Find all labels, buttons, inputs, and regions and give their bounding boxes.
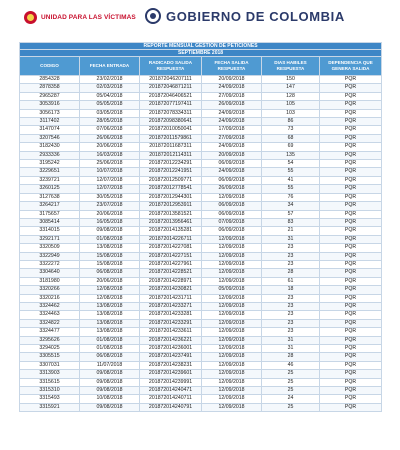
government-logo [145, 8, 345, 24]
table-row [20, 227, 382, 235]
table-cell: 201872012241951 [140, 168, 202, 176]
table-cell: 57 [262, 210, 320, 218]
table-cell: 15/08/2018 [80, 252, 140, 260]
table-cell: PQR [320, 252, 382, 260]
table-cell: 23 [262, 252, 320, 260]
table-row [20, 260, 382, 268]
table-cell: 25 [262, 370, 320, 378]
table-cell: 3056173 [20, 109, 80, 117]
table-cell: 13/08/2018 [80, 319, 140, 327]
table-cell: 10/07/2018 [80, 168, 140, 176]
table-cell: PQR [320, 76, 382, 84]
table-cell: PQR [320, 244, 382, 252]
table-cell: 3207546 [20, 134, 80, 142]
victims-unit-logo-text: UNIDAD PARA LAS VÍCTIMAS [41, 14, 136, 21]
table-row [20, 76, 382, 84]
table-cell: 16/03/2018 [80, 151, 140, 159]
table-cell: 201872013581521 [140, 210, 202, 218]
table-row [20, 210, 382, 218]
table-cell: 13/08/2018 [80, 302, 140, 310]
table-cell: 3117402 [20, 118, 80, 126]
table-cell: PQR [320, 387, 382, 395]
table-cell: 3195242 [20, 160, 80, 168]
table-cell: 12/09/2018 [202, 345, 262, 353]
table-cell: 3292171 [20, 235, 80, 243]
table-cell: 3307031 [20, 361, 80, 369]
table-cell: 05/04/2018 [80, 92, 140, 100]
table-cell: 105 [262, 101, 320, 109]
table-cell: 12/09/2018 [202, 319, 262, 327]
table-cell: 150 [262, 76, 320, 84]
table-cell: 24/09/2018 [202, 143, 262, 151]
table-cell: PQR [320, 134, 382, 142]
table-cell: 201872014233611 [140, 328, 202, 336]
table-cell: 3320216 [20, 294, 80, 302]
column-header: FECHA SALIDA RESPUESTA [202, 57, 262, 76]
table-cell: 06/08/2018 [80, 353, 140, 361]
table-row [20, 345, 382, 353]
table-cell: 201872014239601 [140, 370, 202, 378]
table-cell: 06/09/2018 [202, 210, 262, 218]
table-cell: PQR [320, 109, 382, 117]
table-row [20, 244, 382, 252]
table-cell: 25 [262, 387, 320, 395]
table-row [20, 269, 382, 277]
table-cell: 201872014233271 [140, 302, 202, 310]
table-cell: 3322949 [20, 252, 80, 260]
table-cell: 20/09/2018 [202, 151, 262, 159]
column-header: FECHA ENTRADA [80, 57, 140, 76]
report-title: REPORTE MENSUAL GESTION DE PETICIONES [20, 43, 382, 50]
table-cell: 3324462 [20, 302, 80, 310]
table-cell: 201872012234291 [140, 160, 202, 168]
table-cell: 20/09/2018 [202, 76, 262, 84]
table-cell: 20/06/2018 [80, 143, 140, 151]
table-cell: 12/09/2018 [202, 269, 262, 277]
table-cell: PQR [320, 336, 382, 344]
table-row [20, 294, 382, 302]
table-cell: 12/07/2018 [80, 176, 140, 184]
table-cell: 09/08/2018 [80, 403, 140, 411]
table-row [20, 235, 382, 243]
table-row [20, 370, 382, 378]
table-cell: 135 [262, 151, 320, 159]
report-subtitle: SEPTIEMBRE 2018 [20, 50, 382, 57]
seal-icon [24, 11, 37, 24]
table-cell: 23 [262, 328, 320, 336]
table-row [20, 328, 382, 336]
table-cell: 26/09/2018 [202, 101, 262, 109]
table-cell: 201872046207111 [140, 76, 202, 84]
table-cell: 3229651 [20, 168, 80, 176]
table-row [20, 168, 382, 176]
table-cell: 21 [262, 227, 320, 235]
table-cell: 24/09/2018 [202, 118, 262, 126]
table-cell: 25 [262, 378, 320, 386]
table-cell: 26/09/2018 [202, 185, 262, 193]
table-cell: 23 [262, 311, 320, 319]
table-cell: 3315615 [20, 378, 80, 386]
table-cell: 12/09/2018 [202, 336, 262, 344]
table-cell: 83 [262, 218, 320, 226]
table-cell: PQR [320, 269, 382, 277]
table-cell: 68 [262, 134, 320, 142]
table-cell: 30/05/2018 [80, 193, 140, 201]
table-cell: 3239721 [20, 176, 80, 184]
table-cell: 16/05/2018 [80, 218, 140, 226]
table-cell: 12/09/2018 [202, 235, 262, 243]
table-cell: 3324463 [20, 311, 80, 319]
table-cell: 03/05/2018 [80, 109, 140, 117]
table-cell: 201872046871211 [140, 84, 202, 92]
table-cell: PQR [320, 126, 382, 134]
table-cell: 3320509 [20, 244, 80, 252]
table-cell: 201872014227081 [140, 244, 202, 252]
table-cell: PQR [320, 260, 382, 268]
table-cell: 25 [262, 403, 320, 411]
table-row [20, 403, 382, 411]
table-row [20, 143, 382, 151]
table-cell: 201872014240711 [140, 395, 202, 403]
column-header: CODIGO [20, 57, 80, 76]
table-cell: 3260125 [20, 185, 80, 193]
table-cell: 28 [262, 269, 320, 277]
table-cell: PQR [320, 277, 382, 285]
table-cell: 201872014240791 [140, 403, 202, 411]
table-cell: 3295626 [20, 336, 80, 344]
government-emblem-icon [145, 8, 161, 24]
table-cell: 18 [262, 286, 320, 294]
table-cell: 3322272 [20, 260, 80, 268]
table-cell: PQR [320, 353, 382, 361]
table-row [20, 176, 382, 184]
table-cell: PQR [320, 361, 382, 369]
table-cell: 15/08/2018 [80, 260, 140, 268]
table-cell: 12/07/2018 [80, 185, 140, 193]
table-row [20, 185, 382, 193]
table-row [20, 387, 382, 395]
table-cell: 23 [262, 302, 320, 310]
table-cell: 11/07/2018 [80, 361, 140, 369]
column-header: DEPENDENCIA QUE GENERA SALIDA [320, 57, 382, 76]
table-cell: PQR [320, 286, 382, 294]
table-cell: 09/08/2018 [80, 370, 140, 378]
table-row [20, 202, 382, 210]
table-cell: 23 [262, 319, 320, 327]
table-cell: 201872014240471 [140, 387, 202, 395]
table-cell: 201872014231711 [140, 294, 202, 302]
table-row [20, 378, 382, 386]
table-cell: 23 [262, 294, 320, 302]
table-cell: PQR [320, 151, 382, 159]
table-cell: 23/07/2018 [80, 202, 140, 210]
table-cell: PQR [320, 378, 382, 386]
table-row [20, 252, 382, 260]
table-cell: 06/09/2018 [202, 176, 262, 184]
table-cell: 07/06/2018 [80, 126, 140, 134]
table-cell: 2965287 [20, 92, 80, 100]
table-cell: PQR [320, 345, 382, 353]
table-cell: PQR [320, 235, 382, 243]
table-cell: 201872014135281 [140, 227, 202, 235]
table-row [20, 218, 382, 226]
table-cell: 17/09/2018 [202, 126, 262, 134]
table-cell: 3313903 [20, 370, 80, 378]
table-cell: PQR [320, 193, 382, 201]
table-cell: 27/09/2018 [202, 134, 262, 142]
table-cell: 201872014233281 [140, 311, 202, 319]
table-cell: 31 [262, 345, 320, 353]
government-logo-text: GOBIERNO DE COLOMBIA [166, 8, 345, 24]
table-cell: 12/09/2018 [202, 395, 262, 403]
table-cell: PQR [320, 395, 382, 403]
table-cell: 12/08/2018 [80, 286, 140, 294]
table-cell: 13/08/2018 [80, 244, 140, 252]
table-cell: PQR [320, 218, 382, 226]
table-cell: 12/09/2018 [202, 403, 262, 411]
table-cell: 201872014227151 [140, 252, 202, 260]
table-cell: 128 [262, 92, 320, 100]
table-cell: 55 [262, 168, 320, 176]
table-cell: 201872011687311 [140, 143, 202, 151]
table-cell: 3315493 [20, 395, 80, 403]
table-cell: 23/02/2018 [80, 76, 140, 84]
table-cell: PQR [320, 370, 382, 378]
petitions-report-table [19, 42, 382, 412]
table-cell: 3315921 [20, 403, 80, 411]
table-cell: PQR [320, 84, 382, 92]
table-cell: 201872012509771 [140, 176, 202, 184]
table-cell: 09/08/2018 [80, 387, 140, 395]
table-cell: 76 [262, 193, 320, 201]
table-cell: 201872014227961 [140, 260, 202, 268]
table-row [20, 193, 382, 201]
table-row [20, 92, 382, 100]
table-cell: 12/09/2018 [202, 277, 262, 285]
table-cell: 06/08/2018 [80, 269, 140, 277]
column-header: RADICADO SALIDA RESPUESTA [140, 57, 202, 76]
table-cell: 201872046406521 [140, 92, 202, 100]
table-cell: 61 [262, 277, 320, 285]
table-cell: 201872014230821 [140, 286, 202, 294]
table-row [20, 101, 382, 109]
table-cell: 54 [262, 160, 320, 168]
table-cell: 13/08/2018 [80, 328, 140, 336]
table-cell: 12/09/2018 [202, 387, 262, 395]
table-cell: 201872012778541 [140, 185, 202, 193]
table-row [20, 319, 382, 327]
table-cell: PQR [320, 176, 382, 184]
table-cell: 201872014237491 [140, 353, 202, 361]
table-row [20, 361, 382, 369]
table-row [20, 118, 382, 126]
table-row [20, 126, 382, 134]
table-cell: PQR [320, 143, 382, 151]
table-row [20, 302, 382, 310]
column-header: DIAS HABILES RESPUESTA [262, 57, 320, 76]
table-cell: 31 [262, 235, 320, 243]
table-cell: 201872010050041 [140, 126, 202, 134]
document-header [0, 8, 400, 28]
table-cell: 05/05/2018 [80, 101, 140, 109]
table-cell: 28/05/2018 [80, 118, 140, 126]
table-cell: 13/08/2018 [80, 311, 140, 319]
table-cell: PQR [320, 403, 382, 411]
table-cell: 07/09/2018 [202, 218, 262, 226]
table-cell: 09/08/2018 [80, 227, 140, 235]
table-cell: 3053916 [20, 101, 80, 109]
table-cell: 12/09/2018 [202, 328, 262, 336]
table-cell: 201872012944301 [140, 193, 202, 201]
table-cell: 02/03/2018 [80, 84, 140, 92]
table-cell: 12/09/2018 [202, 361, 262, 369]
table-cell: PQR [320, 92, 382, 100]
table-cell: 2878358 [20, 84, 80, 92]
table-cell: 06/09/2018 [202, 227, 262, 235]
table-cell: 01/08/2018 [80, 235, 140, 243]
table-cell: PQR [320, 118, 382, 126]
table-cell: PQR [320, 168, 382, 176]
table-cell: 2854328 [20, 76, 80, 84]
table-cell: 05/09/2018 [202, 286, 262, 294]
table-cell: 3305515 [20, 353, 80, 361]
table-cell: 12/09/2018 [202, 260, 262, 268]
table-row [20, 286, 382, 294]
table-cell: 12/09/2018 [202, 244, 262, 252]
table-cell: 28 [262, 353, 320, 361]
table-cell: 201872014228521 [140, 269, 202, 277]
table-cell: 3294025 [20, 345, 80, 353]
table-cell: PQR [320, 227, 382, 235]
table-row [20, 277, 382, 285]
table-cell: 3127638 [20, 193, 80, 201]
table-row [20, 353, 382, 361]
table-cell: PQR [320, 311, 382, 319]
table-cell: 24/09/2018 [202, 168, 262, 176]
table-cell: 23 [262, 260, 320, 268]
table-cell: 2933336 [20, 151, 80, 159]
table-cell: 34 [262, 202, 320, 210]
table-cell: 3304640 [20, 269, 80, 277]
table-cell: 12/09/2018 [202, 378, 262, 386]
table-cell: PQR [320, 294, 382, 302]
table-cell: 201872014236001 [140, 345, 202, 353]
table-cell: 12/09/2018 [202, 294, 262, 302]
table-cell: PQR [320, 202, 382, 210]
table-cell: 09/08/2018 [80, 378, 140, 386]
table-cell: 3320266 [20, 286, 80, 294]
table-cell: 12/09/2018 [202, 302, 262, 310]
table-cell: 20/06/2018 [80, 277, 140, 285]
table-cell: 3314015 [20, 227, 80, 235]
table-cell: 201872014239991 [140, 378, 202, 386]
table-row [20, 109, 382, 117]
table-cell: 27/09/2018 [202, 92, 262, 100]
table-row [20, 134, 382, 142]
table-cell: 12/08/2018 [80, 294, 140, 302]
table-cell: 3175657 [20, 210, 80, 218]
table-cell: 201872012953911 [140, 202, 202, 210]
table-cell: 201872012114311 [140, 151, 202, 159]
table-row [20, 311, 382, 319]
table-cell: 41 [262, 176, 320, 184]
table-cell: 201872011579861 [140, 134, 202, 142]
table-cell: PQR [320, 160, 382, 168]
table-cell: 31 [262, 336, 320, 344]
table-cell: 3324822 [20, 319, 80, 327]
table-cell: 01/08/2018 [80, 336, 140, 344]
table-cell: PQR [320, 210, 382, 218]
table-cell: 25/06/2018 [80, 160, 140, 168]
table-cell: 201872014238231 [140, 361, 202, 369]
table-cell: 201872014236221 [140, 336, 202, 344]
table-cell: 46 [262, 361, 320, 369]
table-cell: PQR [320, 319, 382, 327]
table-cell: 06/09/2018 [202, 160, 262, 168]
table-cell: 3315310 [20, 387, 80, 395]
table-row [20, 151, 382, 159]
table-cell: PQR [320, 328, 382, 336]
table-cell: 103 [262, 109, 320, 117]
table-cell: 3324477 [20, 328, 80, 336]
table-cell: 201872014233291 [140, 319, 202, 327]
table-cell: 55 [262, 185, 320, 193]
table-cell: 69 [262, 143, 320, 151]
table-cell: 23 [262, 244, 320, 252]
table-cell: 3181980 [20, 277, 80, 285]
table-cell: 12/09/2018 [202, 370, 262, 378]
table-cell: 06/09/2018 [202, 202, 262, 210]
table-cell: 201872013956461 [140, 218, 202, 226]
victims-unit-logo [24, 11, 136, 24]
column-header-row [20, 57, 382, 76]
table-cell: 147 [262, 84, 320, 92]
table-cell: 3264217 [20, 202, 80, 210]
table-cell: 201872098380641 [140, 118, 202, 126]
table-cell: 24/09/2018 [202, 109, 262, 117]
table-cell: 12/09/2018 [202, 193, 262, 201]
table-row [20, 160, 382, 168]
table-cell: 3182430 [20, 143, 80, 151]
table-cell: 20/06/2018 [80, 210, 140, 218]
table-cell: 12/09/2018 [202, 311, 262, 319]
table-cell: 10/08/2018 [80, 395, 140, 403]
table-cell: 3085414 [20, 218, 80, 226]
table-cell: 201872014226711 [140, 235, 202, 243]
table-cell: 73 [262, 126, 320, 134]
table-row [20, 336, 382, 344]
table-row [20, 395, 382, 403]
table-cell: PQR [320, 101, 382, 109]
table-cell: 201872014228971 [140, 277, 202, 285]
table-cell: 201872077197411 [140, 101, 202, 109]
table-cell: 24 [262, 395, 320, 403]
table-cell: 86 [262, 118, 320, 126]
table-cell: PQR [320, 302, 382, 310]
table-cell: PQR [320, 185, 382, 193]
table-cell: 12/09/2018 [202, 252, 262, 260]
table-cell: 24/09/2018 [202, 84, 262, 92]
table-row [20, 84, 382, 92]
table-cell: 201872078334311 [140, 109, 202, 117]
table-cell: 12/09/2018 [202, 353, 262, 361]
table-cell: 3147074 [20, 126, 80, 134]
table-cell: 01/08/2018 [80, 345, 140, 353]
table-cell: 26/06/2018 [80, 134, 140, 142]
